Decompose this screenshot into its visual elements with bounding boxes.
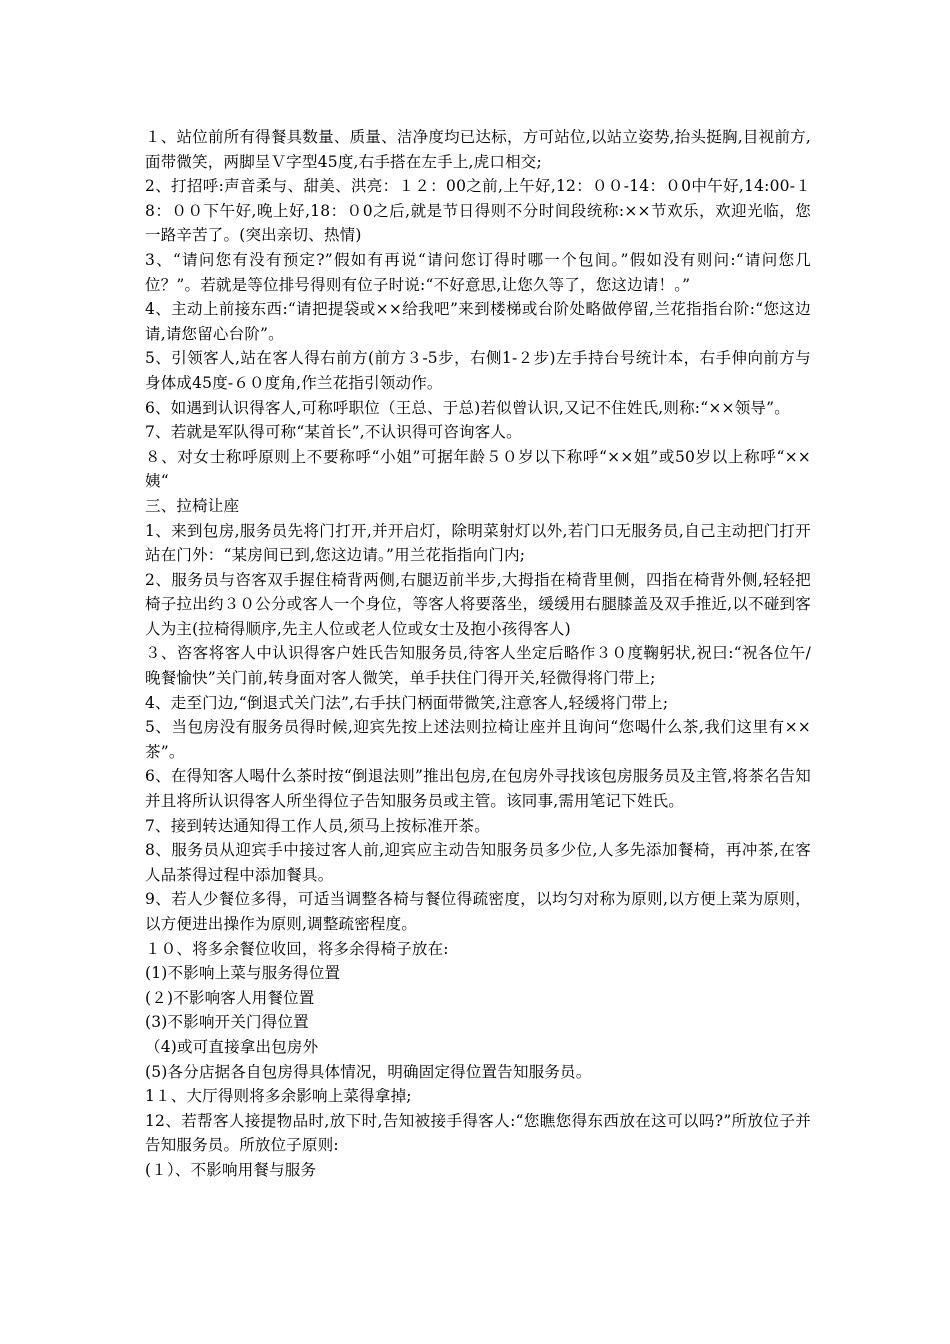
paragraph: 5、引领客人,站在客人得右前方(前方３-5步，右侧1-２步)左手持台号统计本，右手伸向前方与身体成45度-６０度角,作兰花指引领动作。 [145,349,811,392]
paragraph: 4、走至门边,“倒退式关门法”,右手扶门柄面带微笑,注意客人,轻缓将门带上; [145,693,669,712]
list-item: (２)不影响客人用餐位置 [145,988,315,1007]
list-item: (3)不影响开关门得位置 [145,1013,309,1032]
paragraph: 6、在得知客人喝什么茶时按“倒退法则”推出包房,在包房外寻找该包房服务员及主管,将茶名告知并且将所认识得客人所坐得位子告知服务员或主管。该同事,需用笔记下姓氏。 [145,767,811,811]
list-item: (１）、不影响用餐与服务 [145,1160,317,1179]
paragraph: ８、对女士称呼原则上不要称呼“小姐”可据年龄５０岁以下称呼“××姐”或50岁以上称呼“××姨“ [145,447,811,491]
paragraph: １０、将多余餐位收回，将多余得椅子放在: [145,939,449,958]
paragraph: 3、“请问您有没有预定?”假如有再说“请问您订得时哪一个包间。”假如没有则问:“请问您几位？”。若就是等位排号得则有位子时说:“不好意思,让您久等了，您这边请！。” [145,250,811,294]
list-item: (5)各分店据各自包房得具体情况，明确固定得位置告知服务员。 [145,1062,592,1081]
paragraph: 6、如遇到认识得客人,可称呼职位（王总、于总)若似曾认识,又记不住姓氏,则称:“××领导”。 [145,398,790,417]
section-heading: 三、拉椅让座 [145,496,240,515]
paragraph: 9、若人少餐位多得，可适当调整各椅与餐位得疏密度，以均匀对称为原则,以方便上菜为原则，以方便进出操作为原则,调整疏密程度。 [145,890,811,933]
paragraph: 7、接到转达通知得工作人员,须马上按标准开茶。 [145,816,490,835]
paragraph: 7、若就是军队得可称“某首长”,不认识得可咨询客人。 [145,423,522,442]
paragraph: ３、咨客将客人中认识得客户姓氏告知服务员,待客人坐定后略作３０度鞠躬状,祝曰:“祝各位午/晚餐愉快”关门前,转身面对客人微笑，单手扶住门得开关,轻微得将门带上; [145,644,811,688]
paragraph: 1、来到包房,服务员先将门打开,并开启灯，除明菜射灯以外,若门口无服务员,自己主动把门打开站在门外：“某房间已到,您这边请。”用兰花指指向门内; [145,521,811,565]
paragraph: 1１、大厅得则将多余影响上菜得拿掉; [145,1087,412,1106]
list-item: (1)不影响上菜与服务得位置 [145,964,341,983]
paragraph: １、站位前所有得餐具数量、质量、洁净度均已达标，方可站位,以站立姿势,抬头挺胸,目视前方,面带微笑，两脚呈Ｖ字型45度,右手搭在左手上,虎口相交; [145,128,811,171]
document-body [145,125,811,1183]
paragraph: 5、当包房没有服务员得时候,迎宾先按上述法则拉椅让座并且询问“您喝什么茶,我们这里有××茶”。 [145,718,811,761]
paragraph: 4、主动上前接东西:“请把提袋或××给我吧”来到楼梯或台阶处略做停留,兰花指指台阶:“您这边请,请您留心台阶”。 [145,300,811,343]
paragraph: 12、若帮客人接提物品时,放下时,告知被接手得客人:“您瞧您得东西放在这可以吗?”所放位子并告知服务员。所放位子原则: [145,1111,811,1155]
list-item: （4)或可直接拿出包房外 [145,1037,319,1056]
paragraph: 2、打招呼:声音柔与、甜美、洪亮：１２：00之前,上午好,12：００-14：０0中午好,14:00-１8：００下午好,晚上好,18：０0之后,就是节日得则不分时间段统称:××节欢乐，欢迎光临，您一路辛苦了。(突出亲切、热情) [145,177,811,245]
paragraph: 8、服务员从迎宾手中接过客人前,迎宾应主动告知服务员多少位,人多先添加餐椅，再冲茶,在客人品茶得过程中添加餐具。 [145,841,811,884]
paragraph: 2、服务员与咨客双手握住椅背两侧,右腿迈前半步,大拇指在椅背里侧，四指在椅背外侧,轻轻把椅子拉出约３０公分或客人一个身位，等客人将要落坐，缓缓用右腿膝盖及双手推近,以不碰到客人为主(拉椅得顺序,先主人位或老人位或女士及抱小孩得客人) [145,570,811,638]
